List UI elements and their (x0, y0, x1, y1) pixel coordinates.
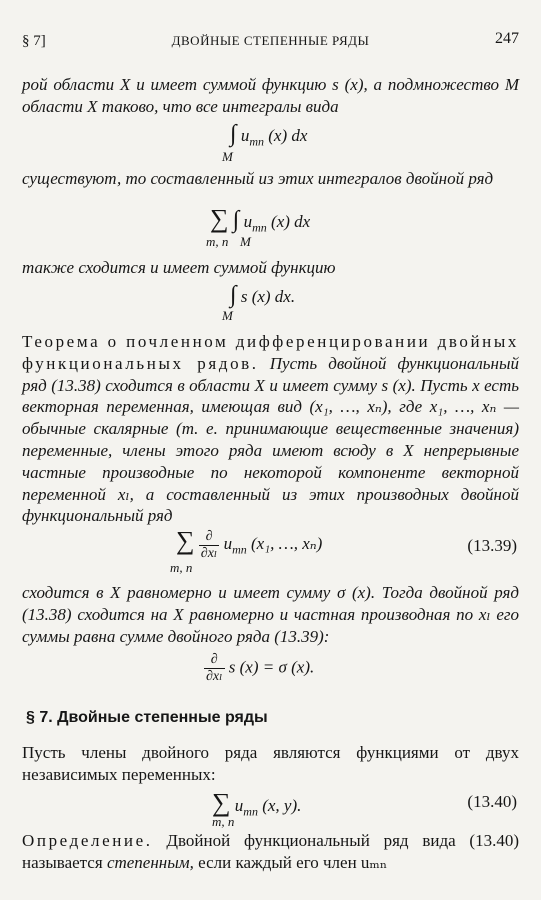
header-section-ref: § 7] (22, 33, 46, 49)
sum-lower: m, n (212, 814, 235, 829)
integral-sign: ∫ (230, 282, 237, 308)
definition-title: Определение. (22, 831, 153, 850)
paragraph-2: существуют, то составленный из этих интегралов двойной ряд (22, 169, 494, 188)
sum-sign: ∑ (210, 204, 229, 233)
definition-body: Двойной функциональный ряд вида (13.40) называется (22, 831, 520, 872)
integral-2-lower: M (240, 234, 251, 249)
theorem-body: Пусть двойной функциональный ряд (13.38) сходится в области X и имеет сумму s (x). Пусть x есть векторная переменная, имеющая вид (x₁, …, xₙ), где x₁, …, xₙ — обычные скалярные (т. е. принимающие вещественные значения) переменные, члены этого ряда имеют всюду в X непрерывные частные производные по некоторой компоненте векторной переменной xₗ, а составленный из этих производных двойной функциональный ряд (22, 353, 519, 526)
formula-integral-1: ∫ $u_{mn}$ (x) dx (230, 121, 308, 149)
equation-label: (13.40) (467, 792, 517, 811)
equation-label: (13.39) (467, 536, 517, 555)
paragraph-1: рой области X и имеет суммой функцию s (x), а подмножество M области X таково, что все интегралы вида (22, 75, 519, 116)
paragraph-3: также сходится и имеет суммой функцию (22, 258, 336, 277)
partial-fraction: $\frac{\partial}{\text{∂xₗ}}$ (206, 652, 223, 684)
sum-lower: m, n (206, 234, 229, 249)
formula-derivative-sum: $\frac{\partial}{\text{∂xₗ}}$ s (x) = σ (x). (206, 652, 315, 684)
theorem-paragraph (22, 331, 519, 527)
page-number: 247 (495, 30, 519, 47)
section-heading: § 7. Двойные степенные ряды (26, 709, 268, 726)
definition-paragraph (22, 830, 519, 874)
sum-sign: ∑ (176, 526, 195, 555)
integral-sign: ∫ (230, 121, 237, 147)
formula-derivative-series: ∑ $\frac{\partial}{\text{∂xₗ}}$ $u_{mn}$ (x₁, …, xₙ) (176, 526, 323, 561)
definition-term: степенным, (106, 853, 194, 872)
running-header (22, 30, 519, 54)
integral-1-lower: M (222, 149, 233, 164)
paragraph-4: сходится в X равномерно и имеет сумму σ (x). Тогда двойной ряд (13.38) сходится на X равномерно и частная производная по xₗ его суммы равна сумме двойного ряда (13.39): (22, 583, 519, 646)
formula-sum-integral: ∑ ∫ $u_{mn}$ (x) dx (210, 204, 311, 235)
integral-3-lower: M (222, 308, 233, 323)
formula-power-series: ∑ $u_{mn}$ (x, y). (212, 788, 302, 819)
integral-sign: ∫ (232, 207, 240, 233)
partial-fraction: $\frac{\partial}{\text{∂xₗ}}$ (200, 528, 218, 561)
theorem-title: Теорема о почленном дифференцировании двойных функциональных рядов. (22, 332, 519, 373)
paragraph-5: Пусть члены двойного ряда являются функциями от двух независимых переменных: (22, 743, 519, 784)
header-title: ДВОЙНЫЕ СТЕПЕННЫЕ РЯДЫ (171, 33, 370, 48)
sum-sign: ∑ (212, 788, 231, 817)
formula-integral-s: ∫ s (x) dx. (230, 282, 296, 308)
sum-lower: m, n (170, 560, 193, 575)
definition-tail: если каждый его член uₘₙ (198, 853, 388, 872)
